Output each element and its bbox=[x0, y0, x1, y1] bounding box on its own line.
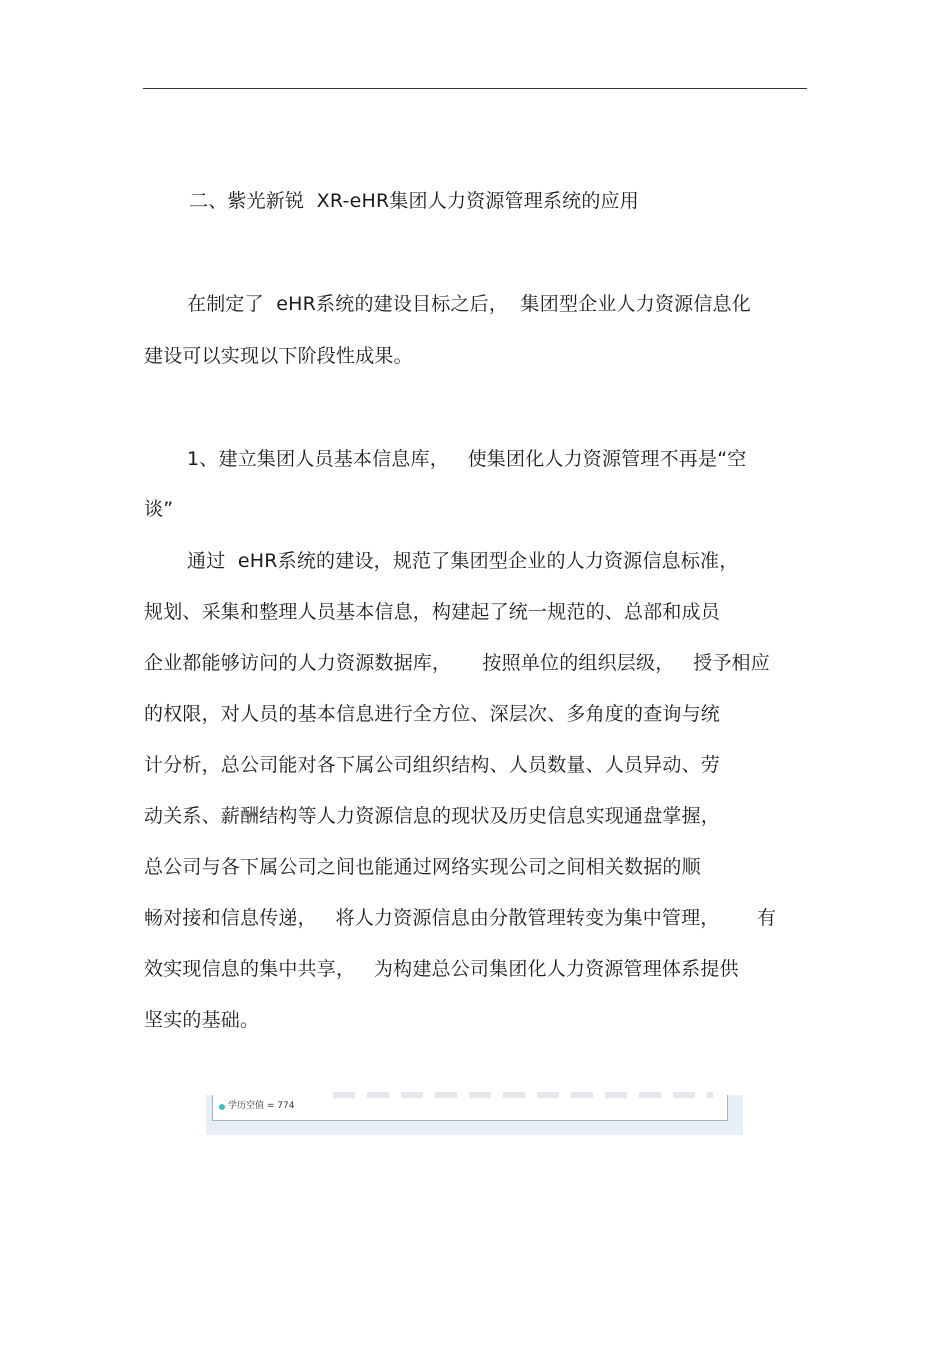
legend-dot-icon bbox=[219, 1104, 225, 1110]
embedded-screenshot-figure bbox=[206, 1095, 743, 1135]
figure-panel bbox=[212, 1095, 728, 1121]
intro-line-2: 建设可以实现以下阶段性成果。 bbox=[144, 345, 413, 367]
body-line: 规划、采集和整理人员基本信息，构建起了统一规范的、总部和成员 bbox=[144, 601, 721, 623]
legend-label: 学历空值 = 774 bbox=[228, 1101, 295, 1111]
figure-faint-text bbox=[333, 1092, 713, 1098]
body-line: 总公司与各下属公司之间也能通过网络实现公司之间相关数据的顺 bbox=[144, 856, 701, 878]
intro-line-1: 在制定了 eHR系统的建设目标之后， 集团型企业人力资源信息化 bbox=[187, 293, 751, 315]
header-rule bbox=[143, 88, 807, 89]
body-line: 畅对接和信息传递， 将人力资源信息由分散管理转变为集中管理， 有 bbox=[144, 907, 777, 929]
body-line: 动关系、薪酬结构等人力资源信息的现状及历史信息实现通盘掌握， bbox=[144, 805, 721, 827]
body-line: 计分析，总公司能对各下属公司组织结构、人员数量、人员异动、劳 bbox=[144, 754, 721, 776]
body-line: 通过 eHR系统的建设，规范了集团型企业的人力资源信息标准， bbox=[187, 550, 739, 572]
body-line: 企业都能够访问的人力资源数据库， 按照单位的组织层级， 授予相应 bbox=[144, 652, 770, 674]
body-line: 的权限，对人员的基本信息进行全方位、深层次、多角度的查询与统 bbox=[144, 703, 721, 725]
section-heading: 二、紫光新锐 XR-eHR集团人力资源管理系统的应用 bbox=[189, 190, 639, 212]
subsection-title-line-2: 谈” bbox=[144, 498, 174, 520]
body-line: 坚实的基础。 bbox=[144, 1009, 260, 1031]
subsection-title-line-1: 1、建立集团人员基本信息库， 使集团化人力资源管理不再是“空 bbox=[187, 448, 747, 470]
body-line: 效实现信息的集中共享， 为构建总公司集团化人力资源管理体系提供 bbox=[144, 958, 739, 980]
